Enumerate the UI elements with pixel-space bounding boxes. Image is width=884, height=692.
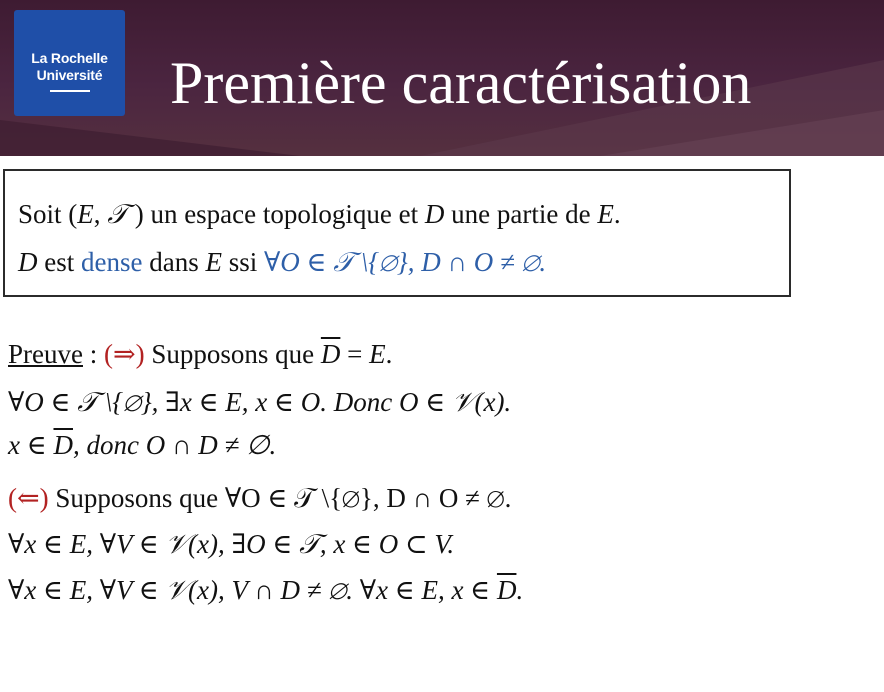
logo-rule — [50, 90, 90, 92]
university-logo — [14, 10, 125, 116]
proof-text: Supposons que ∀O ∈ 𝒯 \{∅}, D ∩ O ≠ ∅. — [48, 483, 512, 513]
def-term-dense: dense — [81, 247, 143, 277]
proof-line-2: ∀O ∈ 𝒯 \{∅}, ∃x ∈ E, x ∈ O. Donc O ∈ 𝒱(x). — [8, 387, 512, 417]
backward-arrow: (⇐) — [8, 483, 49, 513]
proof-var-E: E — [369, 339, 386, 369]
logo-text-line2: Université — [36, 67, 103, 83]
proof-line-3 — [8, 428, 276, 462]
def-text: est — [37, 247, 81, 277]
closure-D: $\overline{D}$ — [320, 339, 341, 369]
proof-text: : — [82, 339, 104, 369]
slide-title: Première caractérisation — [170, 50, 752, 116]
def-text: dans — [142, 247, 206, 277]
def-text: , — [93, 199, 108, 229]
proof-line-5: ∀x ∈ E, ∀V ∈ 𝒱(x), ∃O ∈ 𝒯, x ∈ O ⊂ V. — [8, 529, 455, 559]
def-var-D: D — [424, 199, 445, 229]
closure-D: $\overline{D}$ — [496, 575, 517, 605]
proof-text: ∀x ∈ E, ∀V ∈ 𝒱(x), V ∩ D ≠ ∅. ∀x ∈ E, x ∈ — [8, 575, 497, 605]
proof-text: , donc O ∩ D ≠ ∅. — [72, 430, 277, 460]
def-text: . — [613, 199, 621, 229]
definition-line-1 — [18, 197, 621, 231]
closure-D: $\overline{D}$ — [53, 430, 73, 460]
proof-line-4 — [8, 481, 511, 515]
def-var-E: E — [205, 247, 222, 277]
def-text: une partie de — [444, 199, 598, 229]
def-var-E: E — [597, 199, 614, 229]
def-condition: ∀O ∈ 𝒯 \{∅}, D ∩ O ≠ ∅. — [264, 247, 547, 277]
definition-line-2 — [18, 245, 546, 279]
proof-text: . — [516, 575, 524, 605]
proof-text: Supposons que — [144, 339, 321, 369]
proof-label: Preuve — [8, 339, 83, 369]
def-topology-symbol: 𝒯 — [107, 199, 128, 229]
proof-line-6 — [8, 573, 523, 607]
slide-header — [0, 0, 884, 156]
logo-text-line1: La Rochelle — [31, 50, 108, 66]
def-text: Soit ( — [18, 199, 78, 229]
forward-arrow: (⇒) — [104, 339, 145, 369]
def-var-E: E — [77, 199, 94, 229]
proof-text: x ∈ — [8, 430, 54, 460]
def-text: ssi — [221, 247, 265, 277]
proof-line-1 — [8, 337, 392, 371]
def-text: ) un espace topologique et — [127, 199, 425, 229]
proof-text: = — [340, 339, 370, 369]
definition-box — [3, 169, 791, 297]
def-var-D: D — [18, 247, 38, 277]
proof-text: . — [385, 339, 393, 369]
